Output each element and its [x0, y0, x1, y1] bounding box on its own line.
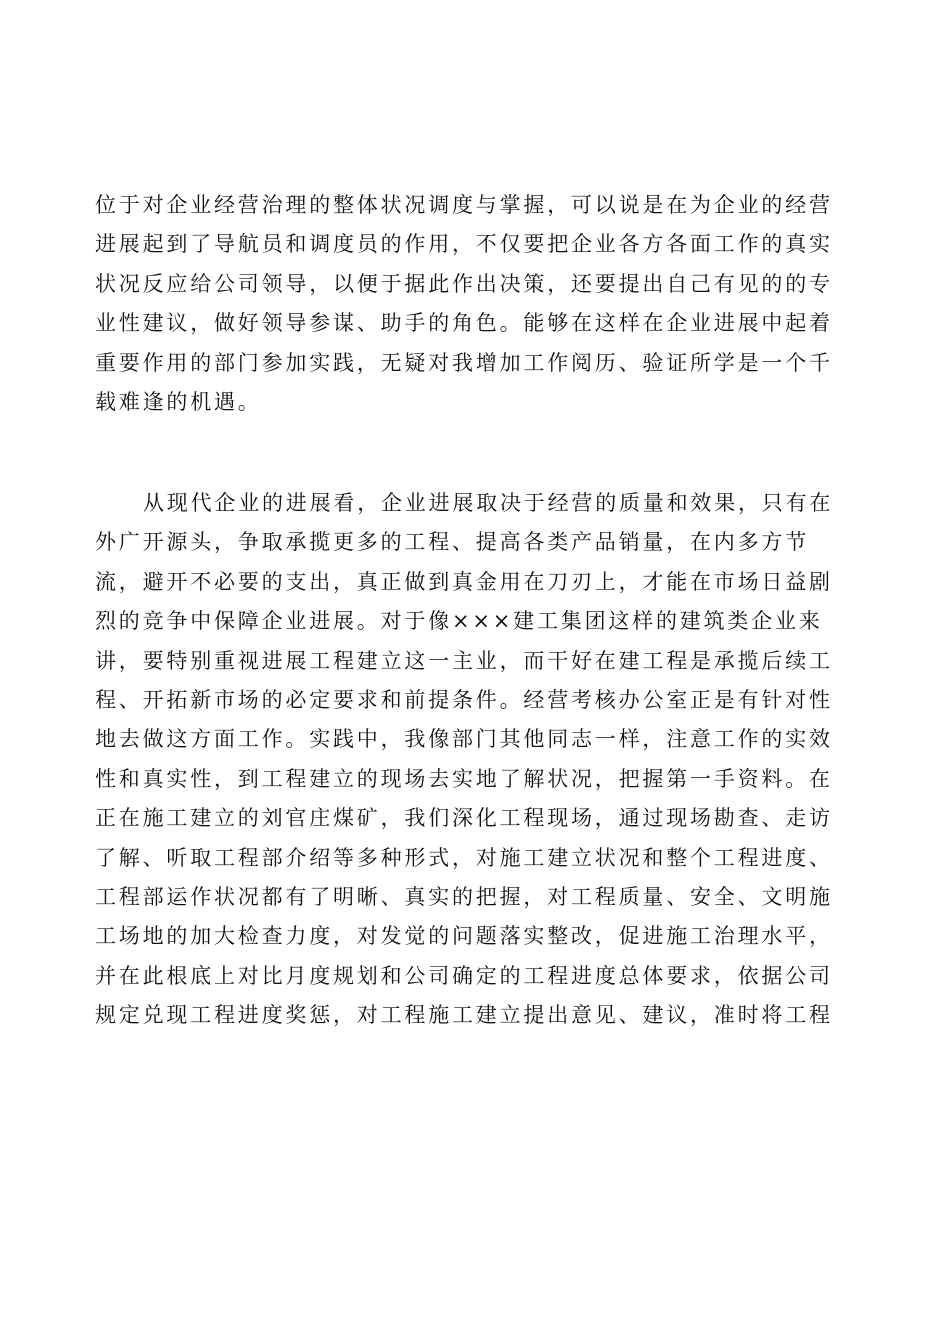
paragraph-line: 重要作用的部门参加实践，无疑对我增加工作阅历、验证所学是一个千	[95, 350, 833, 375]
paragraph-line: 程、开拓新市场的必定要求和前提条件。经营考核办公室正是有针对性	[95, 687, 833, 712]
paragraph-line: 讲，要特别重视进展工程建立这一主业，而干好在建工程是承揽后续工	[95, 648, 833, 673]
paragraph-line: 位于对企业经营治理的整体状况调度与掌握，可以说是在为企业的经营	[95, 193, 833, 217]
paragraph-line: 地去做这方面工作。实践中，我像部门其他同志一样，注意工作的实效	[95, 727, 833, 752]
paragraph-line: 正在施工建立的刘官庄煤矿，我们深化工程现场，通过现场勘查、走访	[95, 806, 833, 831]
paragraph-line: 烈的竞争中保障企业进展。对于像×××建工集团这样的建筑类企业来	[95, 609, 823, 634]
paragraph-line: 了解、听取工程部介绍等多种形式，对施工建立状况和整个工程进度、	[95, 845, 833, 870]
paragraph-line: 工场地的加大检查力度，对发觉的问题落实整改，促进施工治理水平，	[95, 924, 833, 949]
paragraph-line: 流，避开不必要的支出，真正做到真金用在刀刃上，才能在市场日益剧	[95, 569, 833, 594]
paragraph-line: 进展起到了导航员和调度员的作用，不仅要把企业各方各面工作的真实	[95, 232, 833, 257]
paragraph-line: 外广开源头，争取承揽更多的工程、提高各类产品销量，在内多方节	[95, 530, 809, 555]
paragraph-line: 并在此根底上对比月度规划和公司确定的工程进度总体要求，依据公司	[95, 963, 833, 988]
paragraph-1	[95, 186, 835, 422]
paragraph-2	[95, 484, 835, 1035]
paragraph-line: 性和真实性，到工程建立的现场去实地了解状况，把握第一手资料。在	[95, 766, 833, 791]
paragraph-line: 规定兑现工程进度奖惩，对工程施工建立提出意见、建议，准时将工程	[95, 1003, 833, 1028]
paragraph-line: 业性建议，做好领导参谋、助手的角色。能够在这样在企业进展中起着	[95, 311, 833, 336]
paragraph-line: 工程部运作状况都有了明晰、真实的把握，对工程质量、安全、文明施	[95, 884, 833, 909]
paragraph-line: 状况反应给公司领导，以便于据此作出决策，还要提出自己有见的的专	[95, 271, 833, 296]
paragraph-line: 从现代企业的进展看，企业进展取决于经营的质量和效果，只有在	[143, 491, 834, 515]
paragraph-line: 载难逢的机遇。	[95, 389, 262, 414]
